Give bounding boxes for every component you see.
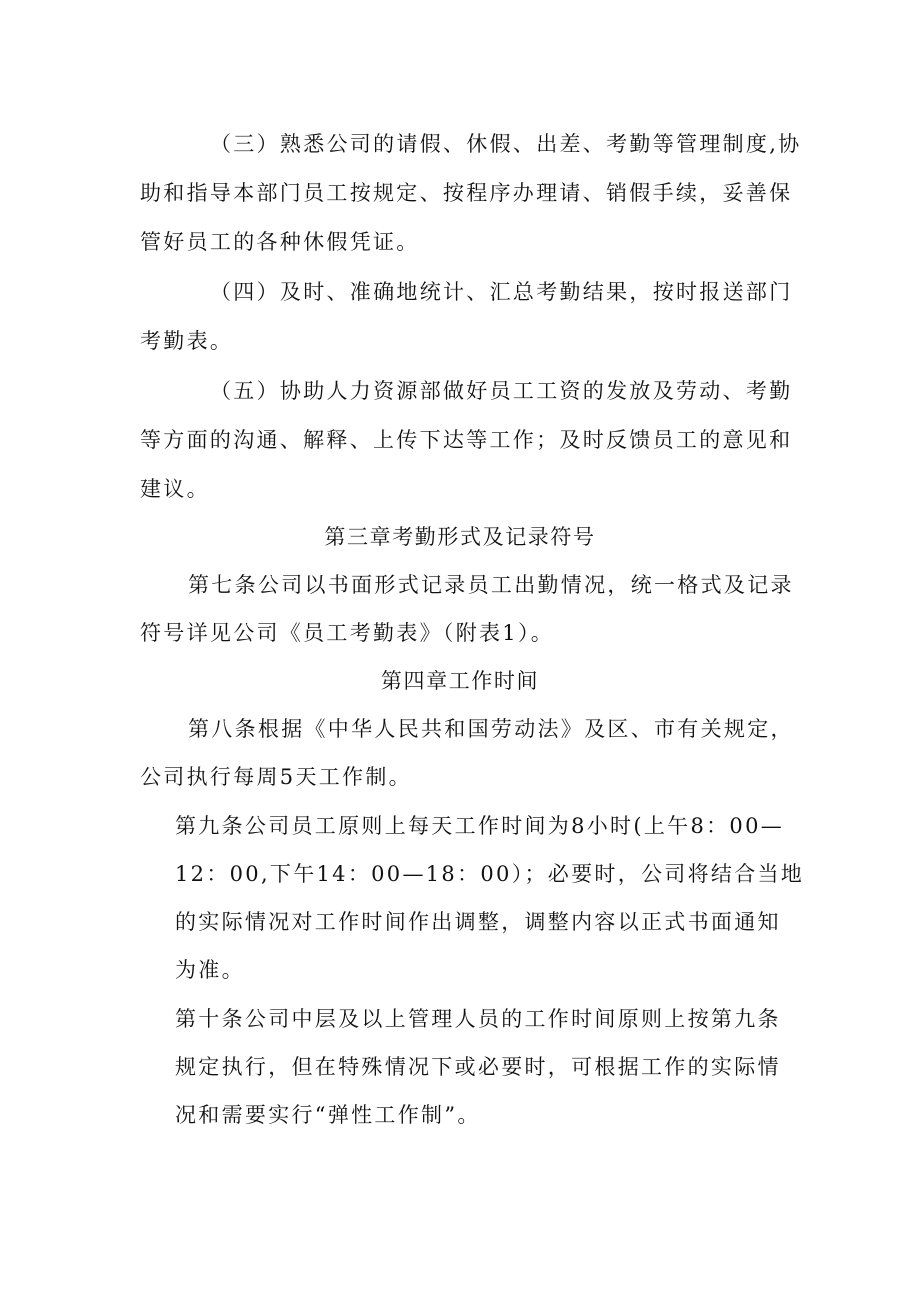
text-line: 第九条公司员工原则上每天工作时间为8小时(上午8：00—	[175, 814, 785, 838]
text-line: 第七条公司以书面形式记录员工出勤情况，统一格式及记录	[188, 573, 794, 597]
text-line: 公司执行每周5天工作制。	[140, 765, 412, 789]
text-line: 等方面的沟通、解释、上传下达等工作；及时反馈员工的意见和	[140, 428, 793, 452]
chapter-4-heading: 第四章工作时间	[380, 669, 540, 693]
chapter-3-heading: 第三章考勤形式及记录符号	[324, 525, 596, 549]
text-line: （四）及时、准确地统计、汇总考勤结果，按时报送部门	[210, 280, 793, 304]
text-line: 建议。	[140, 477, 210, 501]
text-line: 第八条根据《中华人民共和国劳动法》及区、市有关规定，	[188, 717, 794, 741]
text-line: 的实际情况对工作时间作出调整，调整内容以正式书面通知	[175, 910, 781, 934]
text-line: 考勤表。	[140, 329, 234, 353]
text-line: 12：00,下午14：00—18：00）；必要时，公司将结合当地	[175, 862, 805, 886]
text-line: 符号详见公司《员工考勤表》（附表1）。	[140, 621, 555, 645]
text-line: （三）熟悉公司的请假、休假、出差、考勤等管理制度,协	[210, 132, 802, 156]
text-line: 况和需要实行“弹性工作制”。	[175, 1103, 481, 1127]
text-line: 管好员工的各种休假凭证。	[140, 230, 420, 254]
text-line: （五）协助人力资源部做好员工工资的发放及劳动、考勤	[210, 379, 793, 403]
text-line: 第十条公司中层及以上管理人员的工作时间原则上按第九条	[175, 1007, 781, 1031]
text-line: 为准。	[175, 958, 245, 982]
text-line: 规定执行，但在特殊情况下或必要时，可根据工作的实际情	[175, 1055, 781, 1079]
text-line: 助和指导本部门员工按规定、按程序办理请、销假手续，妥善保	[140, 181, 793, 205]
